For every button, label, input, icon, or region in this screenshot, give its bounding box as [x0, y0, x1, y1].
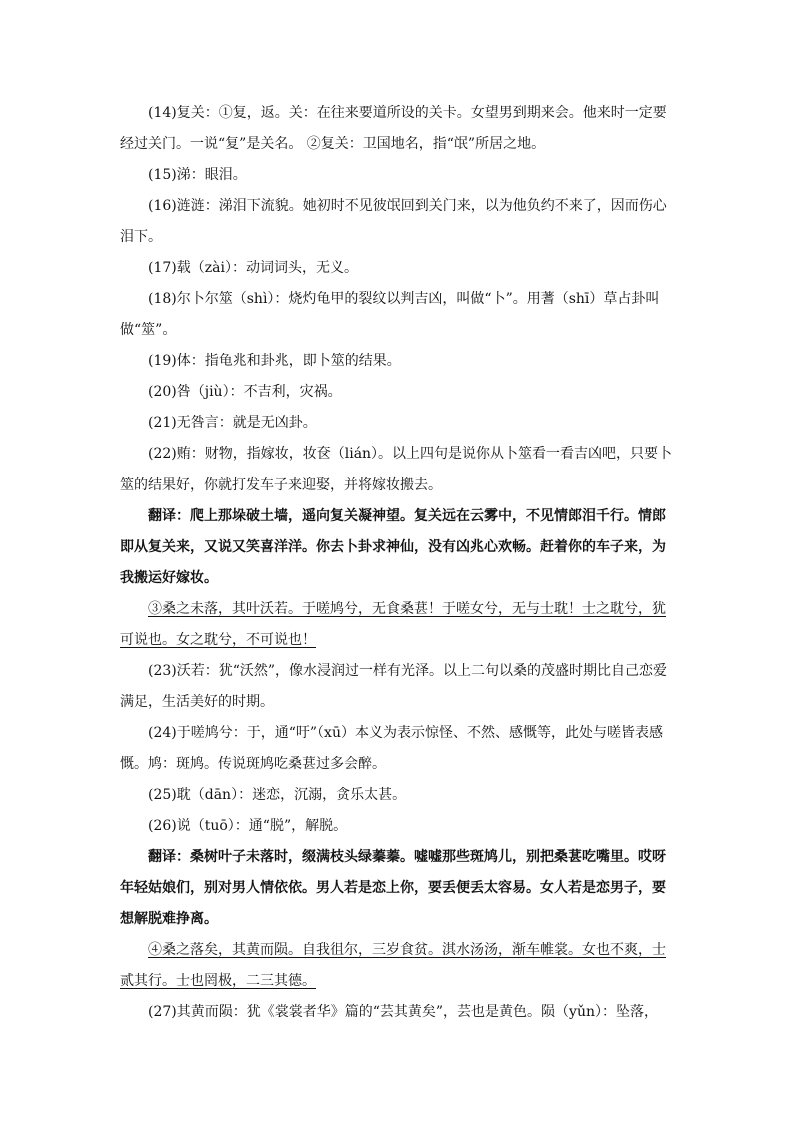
- note-25: (25)耽（dān）：迷恋，沉溺，贪乐太甚。: [148, 787, 407, 803]
- document-page: [120, 98, 676, 1028]
- note-20: (20)咎（jiù）：不吉利，灾祸。: [148, 384, 342, 400]
- translation-paragraph-3: 翻译：桑树叶子未落时，缀满枝头绿蓁蓁。嘘嘘那些斑鸠儿，别把桑葚吃嘴里。哎呀年轻姑娘们，别对男人情依依。男人若是恋上你，要丢便丢太容易。女人若是恋男子，要想解脱难挣离。: [120, 849, 666, 927]
- note-23: (23)沃若：犹“沃然”，像水浸润过一样有光泽。以上二句以桑的茂盛时期比自己恋爱满足，生活美好的时期。: [120, 663, 668, 710]
- poem-stanza-4: ④桑之落矣，其黄而陨。自我徂尔，三岁食贫。淇水汤汤，渐车帷裳。女也不爽，士贰其行。士也罔极，二三其德。: [120, 942, 666, 989]
- note-24: (24)于嗟鸠兮：于，通“吁”（xū）本义为表示惊怪、不然、感慨等，此处与嗟皆表感慨。鸠：斑鸠。传说斑鸠吃桑葚过多会醉。: [120, 725, 663, 772]
- note-15: (15)涕：眼泪。: [148, 167, 247, 183]
- note-21: (21)无咎言：就是无凶卦。: [148, 415, 317, 431]
- note-14: (14)复关：①复，返。关：在往来要道所设的关卡。女望男到期来会。他来时一定要经过关门。一说“复”是关名。 ②复关：卫国地名，指“氓”所居之地。: [120, 105, 667, 152]
- note-16: (16)涟涟：涕泪下流貌。她初时不见彼氓回到关门来，以为他负约不来了，因而伤心泪下。: [120, 198, 667, 245]
- note-27: (27)其黄而陨：犹《裳裳者华》篇的“芸其黄矣”，芸也是黄色。陨（yǔn）：坠落，: [148, 1004, 658, 1020]
- note-19: (19)体：指龟兆和卦兆，即卜筮的结果。: [148, 353, 401, 369]
- note-18: (18)尔卜尔筮（shì）：烧灼龟甲的裂纹以判吉凶，叫做“卜”。用蓍（shī）草占卦叫做“筮”。: [120, 291, 660, 338]
- translation-paragraph-2: 翻译：爬上那垛破土墙，遥向复关凝神望。复关远在云雾中，不见情郎泪千行。情郎即从复关来，又说又笑喜洋洋。你去卜卦求神仙，没有凶兆心欢畅。赶着你的车子来，为我搬运好嫁妆。: [120, 508, 666, 586]
- note-26: (26)说（tuō）：通“脱”，解脱。: [148, 818, 348, 834]
- note-22: (22)贿：财物，指嫁妆，妆奁（lián）。以上四句是说你从卜筮看一看吉凶吧，只要卜筮的结果好，你就打发车子来迎娶，并将嫁妆搬去。: [120, 446, 673, 493]
- note-17: (17)载（zài）：动词词头，无义。: [148, 260, 358, 276]
- poem-stanza-3: ③桑之未落，其叶沃若。于嗟鸠兮，无食桑葚！于嗟女兮，无与士耽！士之耽兮，犹可说也。女之耽兮，不可说也！: [120, 601, 666, 648]
